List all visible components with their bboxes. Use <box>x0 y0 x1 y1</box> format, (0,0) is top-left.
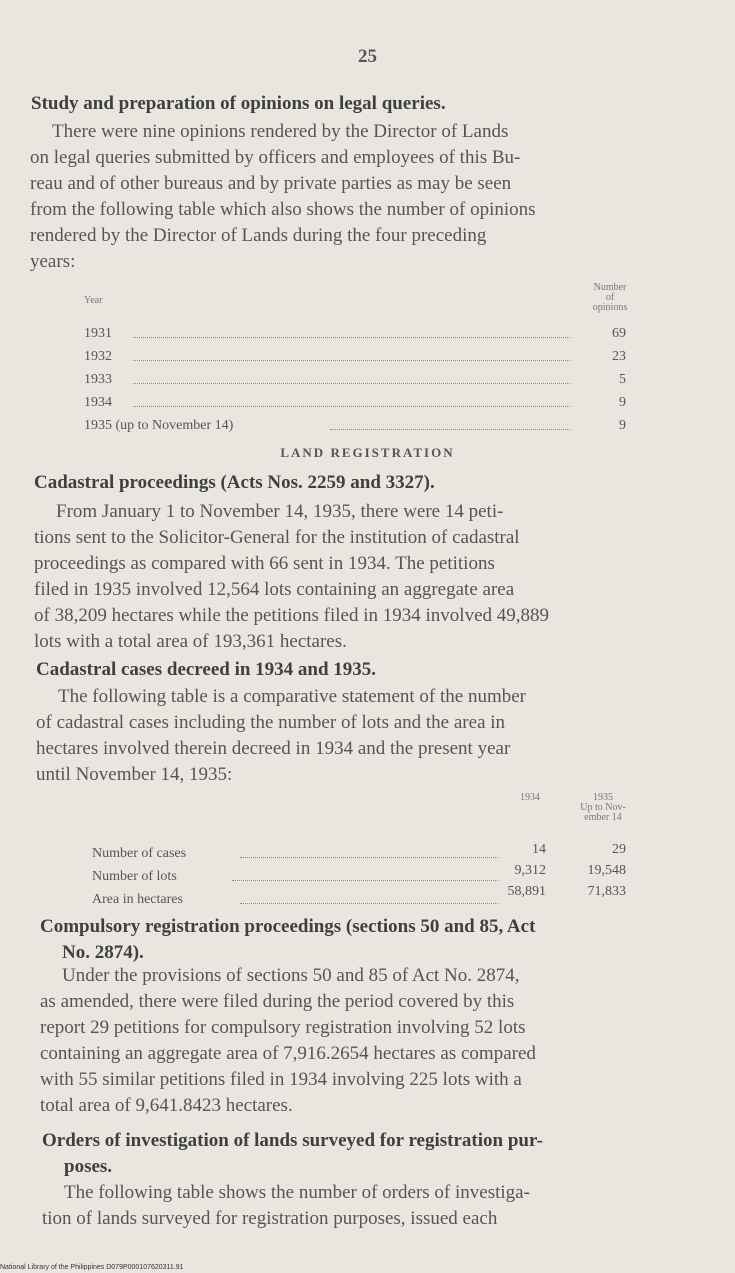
paragraph-line: tion of lands surveyed for registration purposes, issued each <box>42 1208 498 1229</box>
paragraph-opinions <box>30 119 680 275</box>
row-year: 1935 (up to November 14) <box>84 418 234 433</box>
row-year: 1934 <box>84 395 112 410</box>
section-heading-cadastral-cases: Cadastral cases decreed in 1934 and 1935. <box>36 659 377 680</box>
paragraph-line: of cadastral cases including the number of lots and the area in <box>36 712 506 733</box>
row-value-1935: 19,548 <box>587 863 626 878</box>
paragraph-line: as amended, there were filed during the period covered by this <box>40 991 515 1012</box>
paragraph-line: The following table shows the number of orders of investiga- <box>64 1182 530 1203</box>
page-number: 25 <box>358 46 377 67</box>
column-header-number-of-opinions <box>575 283 645 317</box>
row-value: 9 <box>619 418 626 433</box>
column-header-line: of <box>605 292 615 303</box>
row-year: 1933 <box>84 372 112 387</box>
paragraph-line: proceedings as compared with 66 sent in 1934. The petitions <box>34 553 495 574</box>
dotted-leader <box>240 857 498 858</box>
heading-line: poses. <box>64 1156 113 1177</box>
paragraph-orders-of-investigation <box>42 1180 692 1232</box>
section-heading-orders-of-investigation <box>42 1128 543 1180</box>
column-header-1935 <box>566 793 640 831</box>
heading-line: No. 2874). <box>62 942 144 963</box>
row-value-1934: 14 <box>532 842 546 857</box>
table-row-label: Number of cases <box>92 846 187 861</box>
column-header-line: opinions <box>592 302 628 313</box>
paragraph-line: There were nine opinions rendered by the Director of Lands <box>52 121 509 142</box>
row-value: 23 <box>612 349 626 364</box>
row-value: 9 <box>619 395 626 410</box>
paragraph-line: on legal queries submitted by officers and employees of this Bu- <box>30 147 521 168</box>
row-value-1935: 29 <box>612 842 626 857</box>
table-row-label: Number of lots <box>92 869 177 884</box>
paragraph-line: lots with a total area of 193,361 hectares. <box>34 631 347 652</box>
paragraph-cadastral-cases <box>36 684 682 788</box>
library-footer: National Library of the Philippines D079P000107620311.91 <box>0 1264 184 1271</box>
row-value-1935: 71,833 <box>587 884 626 899</box>
dotted-leader <box>240 903 498 904</box>
row-year: 1931 <box>84 326 112 341</box>
paragraph-line: total area of 9,641.8423 hectares. <box>40 1095 293 1116</box>
dotted-leader <box>133 406 570 407</box>
column-header-line: Up to Nov- <box>580 802 626 813</box>
paragraph-line: of 38,209 hectares while the petitions filed in 1934 involved 49,889 <box>34 605 550 626</box>
column-header-1934: 1934 <box>520 792 540 803</box>
paragraph-line: Under the provisions of sections 50 and 85 of Act No. 2874, <box>62 965 520 986</box>
paragraph-line: years: <box>30 251 76 272</box>
dotted-leader <box>133 360 570 361</box>
table-row <box>84 395 112 417</box>
row-value-1934: 9,312 <box>514 863 546 878</box>
paragraph-line: The following table is a comparative statement of the number <box>58 686 526 707</box>
table-row <box>84 418 233 440</box>
row-value: 69 <box>612 326 626 341</box>
column-header-line: ember 14 <box>584 812 622 823</box>
paragraph-line: with 55 similar petitions filed in 1934 involving 225 lots with a <box>40 1069 522 1090</box>
paragraph-line: hectares involved therein decreed in 1934 and the present year <box>36 738 511 759</box>
heading-line: Orders of investigation of lands surveyed for registration pur- <box>42 1130 544 1151</box>
column-header-line: 1935 <box>593 792 613 803</box>
table-row <box>84 372 112 394</box>
land-registration-heading: LAND REGISTRATION <box>280 445 455 460</box>
paragraph-cadastral-proceedings <box>34 499 682 655</box>
table-row-label: Area in hectares <box>92 892 183 907</box>
column-header-line: Number <box>593 282 627 293</box>
row-value-1934: 58,891 <box>507 884 546 899</box>
paragraph-line: reau and of other bureaus and by private parties as may be seen <box>30 173 512 194</box>
row-value: 5 <box>619 372 626 387</box>
dotted-leader <box>133 383 570 384</box>
paragraph-compulsory-registration <box>40 963 688 1119</box>
paragraph-line: report 29 petitions for compulsory registration involving 52 lots <box>40 1017 526 1038</box>
dotted-leader <box>330 429 570 430</box>
heading-line: Compulsory registration proceedings (sections 50 and 85, Act <box>40 916 536 937</box>
paragraph-line: from the following table which also shows the number of opinions <box>30 199 536 220</box>
dotted-leader <box>232 880 498 881</box>
paragraph-line: containing an aggregate area of 7,916.2654 hectares as compared <box>40 1043 536 1064</box>
paragraph-line: until November 14, 1935: <box>36 764 233 785</box>
paragraph-line: tions sent to the Solicitor-General for the institution of cadastral <box>34 527 520 548</box>
section-heading-cadastral-proceedings: Cadastral proceedings (Acts Nos. 2259 and 3327). <box>34 472 435 493</box>
paragraph-line: rendered by the Director of Lands during the four preceding <box>30 225 487 246</box>
paragraph-line: filed in 1935 involved 12,564 lots containing an aggregate area <box>34 579 515 600</box>
section-heading-opinions: Study and preparation of opinions on legal queries. <box>31 93 446 114</box>
table-row <box>84 326 112 348</box>
row-year: 1932 <box>84 349 112 364</box>
paragraph-line: From January 1 to November 14, 1935, there were 14 peti- <box>56 501 504 522</box>
table-row <box>84 349 112 371</box>
column-header-year: Year <box>84 295 103 306</box>
dotted-leader <box>133 337 570 338</box>
section-heading-compulsory-registration <box>40 914 535 966</box>
